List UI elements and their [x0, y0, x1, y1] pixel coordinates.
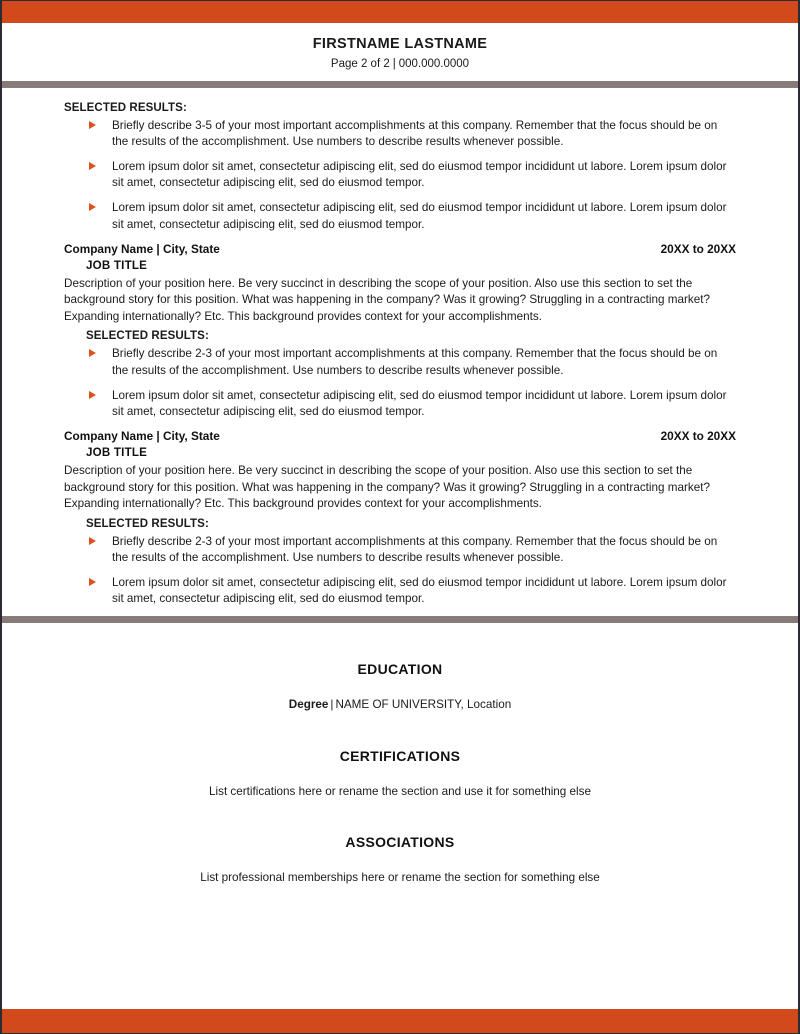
- associations-heading: ASSOCIATIONS: [345, 834, 455, 851]
- list-item-text: Briefly describe 2-3 of your most important accomplishments at this company. Remember that the focus should be on the results of the accomplishment. Use numbers to describe results whenever possible.: [112, 534, 718, 565]
- list-item-text: Briefly describe 3-5 of your most important accomplishments at this company. Remember that the focus should be on the results of the accomplishment. Use numbers to describe results whenever possible.: [112, 118, 718, 148]
- education-separator: |: [330, 698, 334, 712]
- job-title: JOB TITLE: [86, 446, 148, 460]
- triangle-right-icon: [89, 121, 96, 129]
- job-entry: [64, 429, 736, 607]
- education-heading: EDUCATION: [357, 661, 443, 678]
- certifications-text: List certifications here or rename the section and use it for something else: [209, 784, 591, 798]
- triangle-right-icon: [89, 203, 96, 211]
- page-number-label: Page 2 of 2: [330, 57, 390, 70]
- list-item: [86, 118, 736, 150]
- bottom-accent-bar: [2, 1009, 798, 1033]
- company-name: Company Name | City, State: [64, 241, 220, 256]
- job-dates: 20XX to 20XX: [660, 429, 736, 444]
- list-item: [86, 346, 736, 378]
- phone-number: 000.000.0000: [398, 57, 470, 70]
- education-entry: [64, 697, 736, 713]
- certifications-heading: CERTIFICATIONS: [339, 747, 461, 764]
- triangle-right-icon: [89, 537, 96, 545]
- list-item: [86, 388, 736, 420]
- list-item-text: Lorem ipsum dolor sit amet, consectetur adipiscing elit, sed do eiusmod tempor incididunt ut labore. Lorem ipsum dolor sit amet, consectetur adipiscing elit, sed do eiusmod tempor.: [112, 201, 727, 231]
- top-accomplishments-list: [86, 118, 736, 233]
- job-entry: [64, 242, 736, 420]
- list-item: [86, 534, 736, 566]
- job-header: [64, 242, 736, 256]
- experience-section: [2, 88, 798, 608]
- degree-label: Degree: [288, 698, 329, 712]
- list-item-text: Briefly describe 2-3 of your most important accomplishments at this company. Remember that the focus should be on the results of the accomplishment. Use numbers to describe results whenever possible.: [112, 347, 718, 377]
- selected-results-label: SELECTED RESULTS:: [64, 101, 187, 114]
- top-accent-bar: [2, 1, 798, 23]
- education-and-extras-section: [2, 623, 798, 886]
- list-item: [86, 159, 736, 191]
- section-divider-rule: [2, 616, 798, 623]
- header-separator: |: [392, 57, 396, 70]
- page-title: FIRSTNAME LASTNAME: [312, 36, 488, 52]
- list-item-text: Lorem ipsum dolor sit amet, consectetur adipiscing elit, sed do eiusmod tempor incididunt ut labore. Lorem ipsum dolor sit amet, consectetur adipiscing elit, sed do eiusmod tempor.: [112, 576, 727, 606]
- triangle-right-icon: [89, 578, 96, 586]
- header-divider-rule: [2, 81, 798, 88]
- company-name: Company Name | City, State: [64, 429, 220, 444]
- header-subline: [2, 56, 798, 73]
- job-title: JOB TITLE: [86, 258, 148, 272]
- selected-results-label: SELECTED RESULTS:: [86, 517, 209, 530]
- page-header: [2, 23, 798, 81]
- job-accomplishments-list: [86, 534, 736, 608]
- triangle-right-icon: [89, 162, 96, 170]
- list-item-text: Lorem ipsum dolor sit amet, consectetur adipiscing elit, sed do eiusmod tempor incididunt ut labore. Lorem ipsum dolor sit amet, consectetur adipiscing elit, sed do eiusmod tempor.: [112, 388, 727, 418]
- job-accomplishments-list: [86, 346, 736, 420]
- triangle-right-icon: [89, 391, 96, 399]
- selected-results-label: SELECTED RESULTS:: [86, 330, 209, 343]
- job-description: Description of your position here. Be very succinct in describing the scope of your position. Also use this section to set the background story for this position. What was happening in the company? Was it growing? Struggling in a contracting market? Expanding internationally? Etc. This background provides context for your accomplishments.: [64, 464, 710, 511]
- list-item: [86, 575, 736, 607]
- list-item-text: Lorem ipsum dolor sit amet, consectetur adipiscing elit, sed do eiusmod tempor incididunt ut labore. Lorem ipsum dolor sit amet, consectetur adipiscing elit, sed do eiusmod tempor.: [112, 160, 727, 190]
- university-name: NAME OF UNIVERSITY, Location: [335, 698, 512, 712]
- associations-text: List professional memberships here or rename the section for something else: [200, 871, 600, 885]
- list-item: [86, 200, 736, 232]
- job-dates: 20XX to 20XX: [660, 241, 736, 256]
- job-description: Description of your position here. Be very succinct in describing the scope of your position. Also use this section to set the background story for this position. What was happening in the company? Was it growing? Struggling in a contracting market? Expanding internationally? Etc. This background provides context for your accomplishments.: [64, 276, 710, 323]
- triangle-right-icon: [89, 349, 96, 357]
- job-header: [64, 429, 736, 443]
